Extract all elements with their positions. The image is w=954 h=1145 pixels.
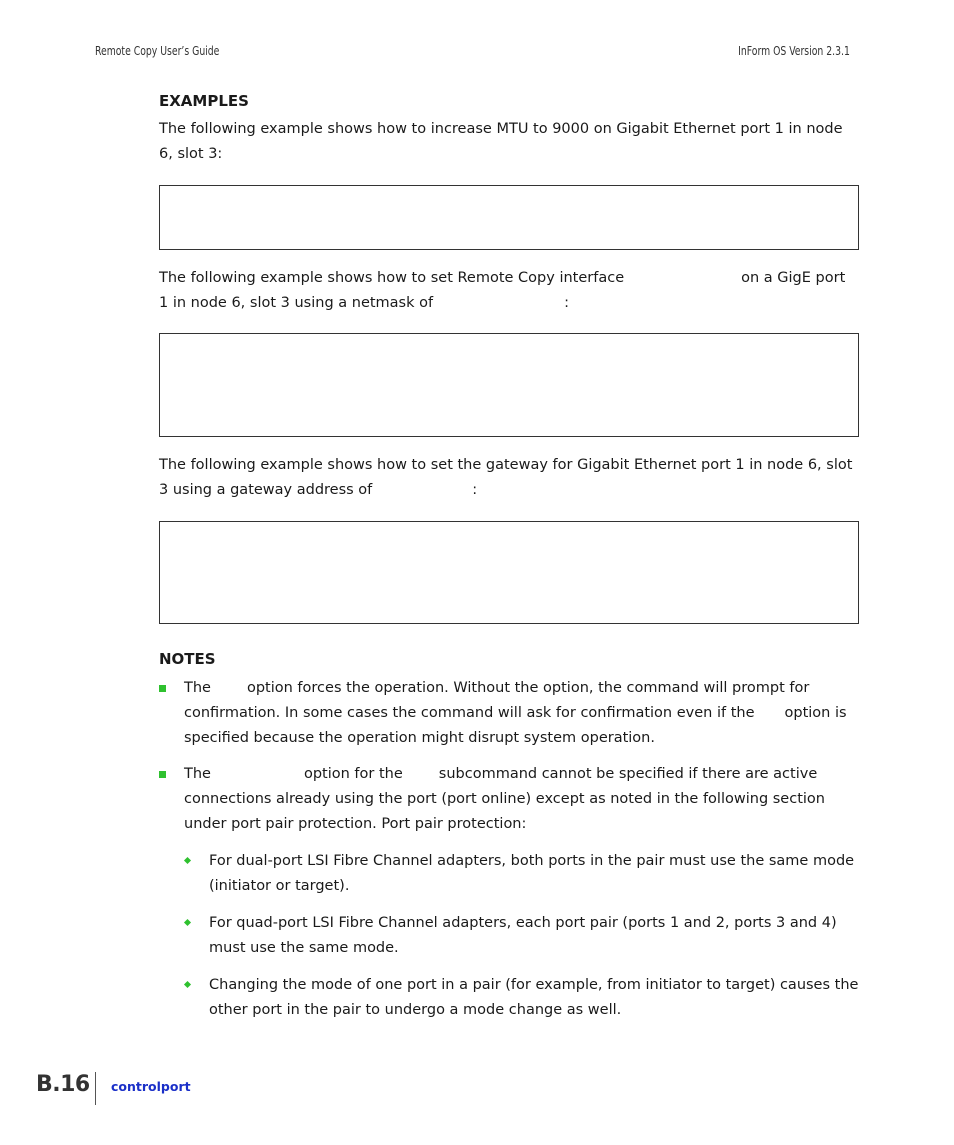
diamond-bullet-icon [184,981,191,988]
diamond-bullet-icon [184,919,191,926]
subnote-mode-change: Changing the mode of one port in a pair (for example, from initiator to target) causes the other port in the pair to undergo a mode change as well. [184,973,859,1023]
code-block-gateway [159,521,859,624]
running-header-left: Remote Copy User’s Guide [95,44,220,58]
running-header-right: InForm OS Version 2.3.1 [738,44,850,58]
subnote-dual-port: For dual-port LSI Fibre Channel adapters, both ports in the pair must use the same mode (initiator or target). [184,849,859,899]
page-number: B.16 [36,1072,90,1097]
notes-heading: NOTES [159,650,216,668]
square-bullet-icon [159,685,166,692]
note-bullet-force: The option forces the operation. Without the option, the command will prompt for confirmation. In some cases the command will ask for confirmation even if the option is specified because the operation might disrupt system operation. [159,676,859,751]
diamond-bullet-icon [184,857,191,864]
code-block-interface [159,333,859,437]
example-3-text: The following example shows how to set the gateway for Gigabit Ethernet port 1 in node 6, slot 3 using a gateway address of : [159,457,853,498]
footer-link-controlport[interactable]: controlport [111,1079,191,1094]
note-bullet-mode: The option for the subcommand cannot be specified if there are active connections already using the port (port online) except as noted in the following section under port pair protection. Port pair protection: [159,762,859,837]
example-2-text: The following example shows how to set Remote Copy interface on a GigE port 1 in node 6, slot 3 using a netmask of : [159,270,846,311]
example-1-text: The following example shows how to increase MTU to 9000 on Gigabit Ethernet port 1 in node 6, slot 3: [159,121,843,162]
examples-heading: EXAMPLES [159,92,249,110]
square-bullet-icon [159,771,166,778]
footer-divider [95,1072,96,1105]
subnote-quad-port: For quad-port LSI Fibre Channel adapters, each port pair (ports 1 and 2, ports 3 and 4) must use the same mode. [184,911,859,961]
code-block-mtu [159,185,859,250]
